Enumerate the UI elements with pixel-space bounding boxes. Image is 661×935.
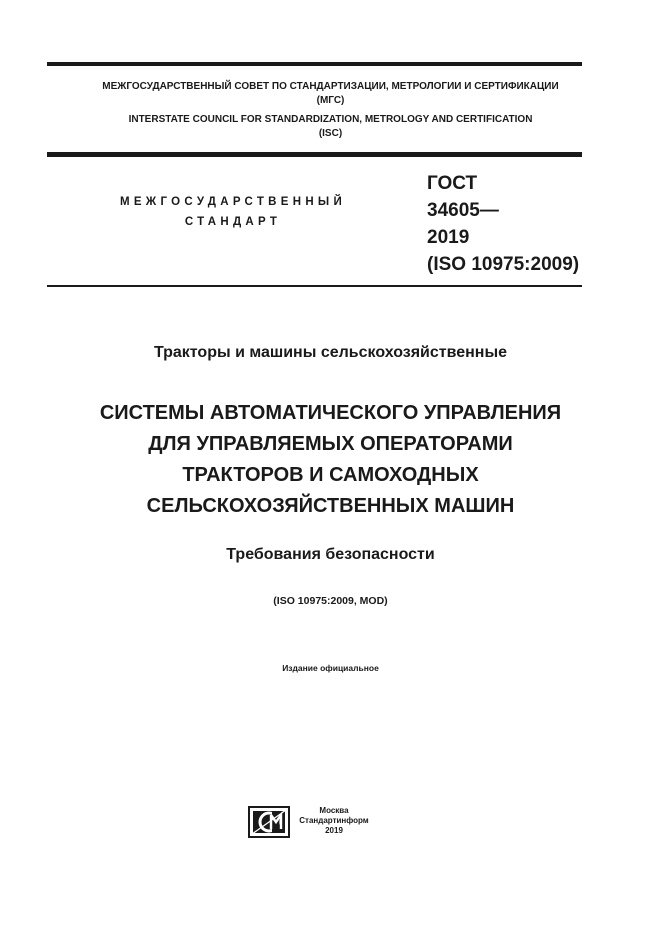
title-line: СЕЛЬСКОХОЗЯЙСТВЕННЫХ МАШИН [146,495,515,517]
requirements-heading: Требования безопасности [226,546,435,563]
council-en-abbr: (ISC) [318,128,343,139]
publisher-year: 2019 [325,826,343,835]
publisher-info [294,806,374,836]
document-title [0,398,661,522]
gost-code-line4: (ISO 10975:2009) [427,254,580,275]
standard-type-line1: МЕЖГОСУДАРСТВЕННЫЙ [119,196,347,208]
standartinform-logo-icon [248,806,290,838]
gost-code-line1: ГОСТ [427,173,478,194]
council-ru: МЕЖГОСУДАРСТВЕННЫЙ СОВЕТ ПО СТАНДАРТИЗАЦИИ, МЕТРОЛОГИИ И СЕРТИФИКАЦИИ [102,81,559,92]
council-ru-abbr: (МГС) [316,95,345,106]
document-subtitle: Тракторы и машины сельскохозяйственные [153,344,508,361]
top-rule [47,62,582,66]
gost-code-line3: 2019 [427,227,470,248]
iso-reference: (ISO 10975:2009, MOD) [273,595,388,607]
standard-type [108,192,358,232]
standard-type-line2: СТАНДАРТ [184,216,282,228]
gost-designation [427,170,579,278]
edition-note: Издание официальное [282,663,379,673]
title-line: СИСТЕМЫ АВТОМАТИЧЕСКОГО УПРАВЛЕНИЯ [99,402,562,424]
publisher-name: Стандартинформ [299,816,369,825]
standard-rule [47,285,582,287]
title-line: ДЛЯ УПРАВЛЯЕМЫХ ОПЕРАТОРАМИ [148,433,513,455]
council-en: INTERSTATE COUNCIL FOR STANDARDIZATION, METROLOGY AND CERTIFICATION [128,114,533,125]
title-line: ТРАКТОРОВ И САМОХОДНЫХ [182,464,479,486]
header-rule [47,152,582,157]
publisher-city: Москва [319,806,349,815]
gost-code-line2: 34605— [427,200,499,221]
